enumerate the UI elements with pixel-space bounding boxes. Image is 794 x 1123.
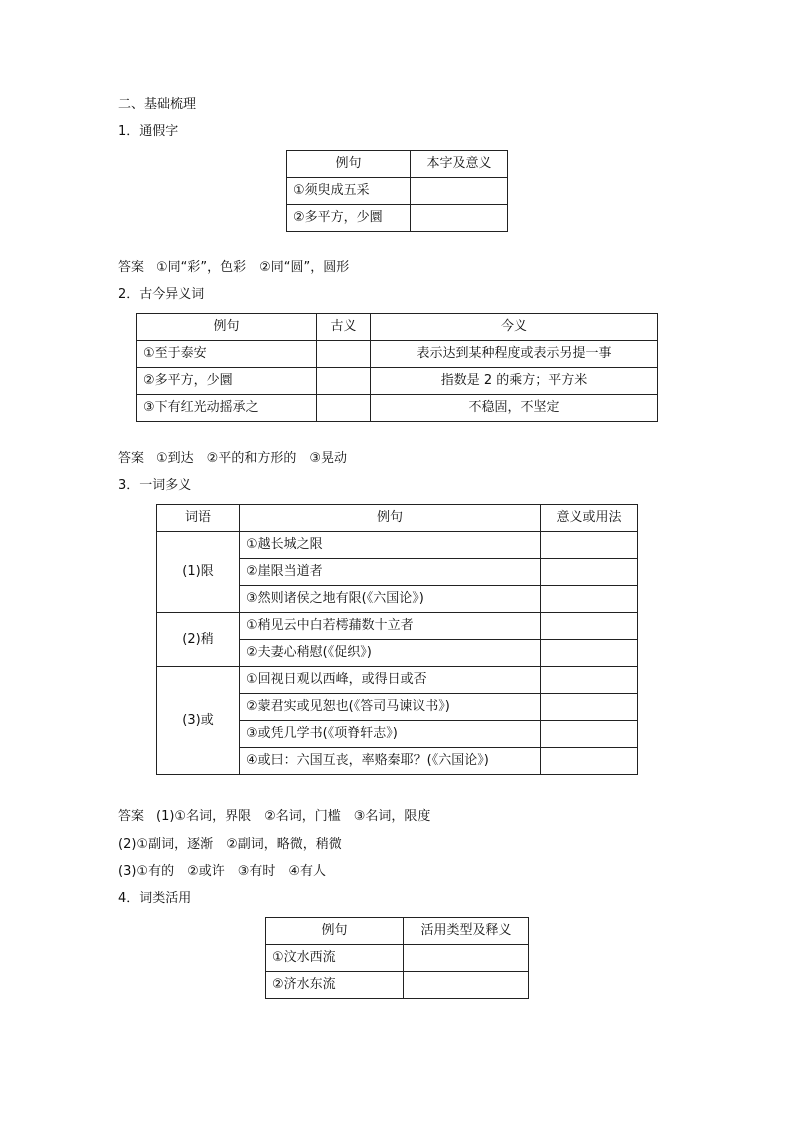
header-cell: 例句: [240, 505, 541, 532]
usage-cell: [541, 748, 638, 775]
sentence-cell: ①汶水西流: [266, 945, 404, 972]
header-cell: 例句: [287, 151, 411, 178]
word-cell: (1)限: [157, 532, 240, 613]
usage-cell: [541, 559, 638, 586]
s2-title: 2．古今异义词: [118, 287, 205, 302]
ancient-meaning-cell: [317, 368, 371, 395]
sentence-cell: ①至于泰安: [137, 341, 317, 368]
modern-meaning-cell: 不稳固，不坚定: [371, 395, 658, 422]
answer-label: 答案: [118, 451, 145, 466]
sentence-cell: ②崖限当道者: [240, 559, 541, 586]
s3-answer-line-1: [118, 808, 430, 826]
ancient-meaning-cell: [317, 395, 371, 422]
sentence-cell: ③然则诸侯之地有限(《六国论》): [240, 586, 541, 613]
sentence-cell: ①回视日观以西峰，或得日或否: [240, 667, 541, 694]
table-row: [137, 395, 658, 422]
usage-cell: [541, 532, 638, 559]
table-header-row: [157, 505, 638, 532]
table-row: [157, 532, 638, 559]
answer-label: 答案: [118, 260, 145, 275]
meaning-cell: [411, 205, 508, 232]
answer-text: ①到达 ②平的和方形的 ③晃动: [156, 451, 347, 466]
sentence-cell: ②多平方，少圜: [287, 205, 411, 232]
table-row: [137, 341, 658, 368]
header-cell: 例句: [137, 314, 317, 341]
modern-meaning-cell: 表示达到某种程度或表示另提一事: [371, 341, 658, 368]
s3-table: [156, 504, 638, 775]
s3-answer-line-3: (3)①有的 ②或许 ③有时 ④有人: [118, 864, 327, 879]
table-row: [157, 613, 638, 640]
word-cell: (3)或: [157, 667, 240, 775]
word-cell: (2)稍: [157, 613, 240, 667]
answer-text: ①同“彩”，色彩 ②同“圆”，圆形: [156, 260, 350, 275]
sentence-cell: ③下有红光动摇承之: [137, 395, 317, 422]
modern-meaning-cell: 指数是 2 的乘方；平方米: [371, 368, 658, 395]
s4-title: 4．词类活用: [118, 891, 192, 906]
usage-cell: [541, 640, 638, 667]
s4-table: [265, 917, 529, 999]
s2-answer: [118, 450, 347, 468]
meaning-cell: [411, 178, 508, 205]
sentence-cell: ①越长城之限: [240, 532, 541, 559]
s1-table: [286, 150, 508, 232]
table-header-row: [137, 314, 658, 341]
sentence-cell: ②夫妻心稍慰(《促织》): [240, 640, 541, 667]
header-cell: 意义或用法: [541, 505, 638, 532]
sentence-cell: ③或凭几学书(《项脊轩志》): [240, 721, 541, 748]
header-cell: 词语: [157, 505, 240, 532]
table-row: [137, 368, 658, 395]
sentence-cell: ④或曰：六国互丧，率赂秦耶？(《六国论》): [240, 748, 541, 775]
ancient-meaning-cell: [317, 341, 371, 368]
usage-cell: [404, 972, 529, 999]
answer-text: (1)①名词，界限 ②名词，门槛 ③名词，限度: [156, 809, 431, 824]
usage-cell: [541, 694, 638, 721]
sentence-cell: ①稍见云中白若樗蒱数十立者: [240, 613, 541, 640]
usage-cell: [541, 586, 638, 613]
table-row: [287, 178, 508, 205]
usage-cell: [541, 721, 638, 748]
s1-title: 1．通假字: [118, 124, 179, 139]
sentence-cell: ①须臾成五采: [287, 178, 411, 205]
section-title: 二、基础梳理: [118, 97, 197, 112]
s2-table: [136, 313, 658, 422]
table-header-row: [287, 151, 508, 178]
header-cell: 活用类型及释义: [404, 918, 529, 945]
answer-label: 答案: [118, 809, 145, 824]
table-row: [266, 972, 529, 999]
s1-answer: [118, 259, 349, 277]
s3-title: 3．一词多义: [118, 478, 192, 493]
table-row: [287, 205, 508, 232]
header-cell: 今义: [371, 314, 658, 341]
s3-answer-line-2: (2)①副词，逐渐 ②副词，略微，稍微: [118, 837, 342, 852]
table-row: [157, 667, 638, 694]
usage-cell: [541, 613, 638, 640]
sentence-cell: ②济水东流: [266, 972, 404, 999]
usage-cell: [404, 945, 529, 972]
sentence-cell: ②蒙君实或见恕也(《答司马谏议书》): [240, 694, 541, 721]
table-header-row: [266, 918, 529, 945]
table-row: [266, 945, 529, 972]
header-cell: 古义: [317, 314, 371, 341]
header-cell: 本字及意义: [411, 151, 508, 178]
sentence-cell: ②多平方，少圜: [137, 368, 317, 395]
usage-cell: [541, 667, 638, 694]
header-cell: 例句: [266, 918, 404, 945]
